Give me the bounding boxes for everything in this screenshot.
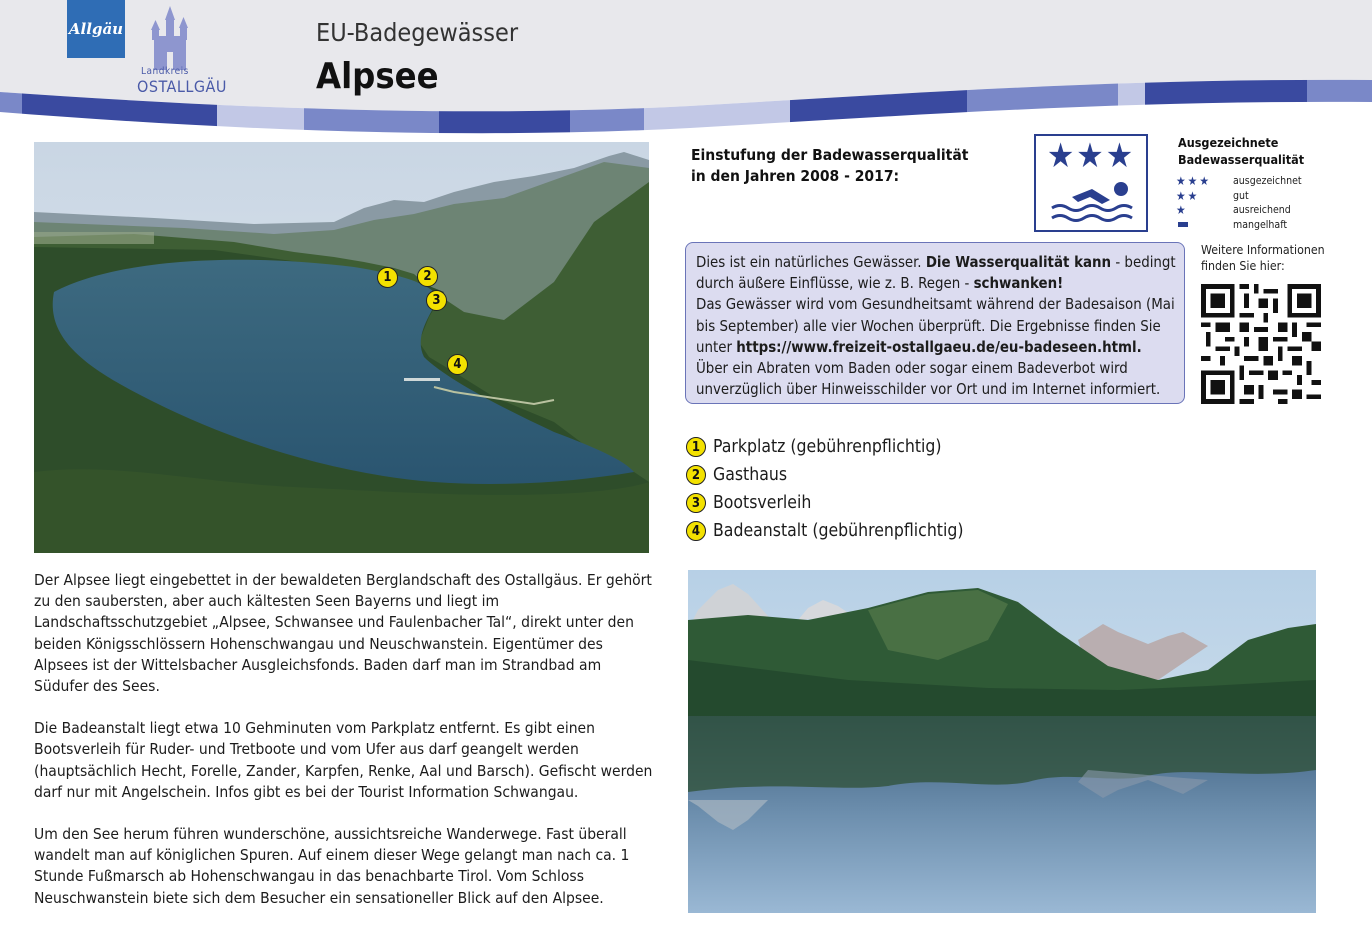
castle-icon xyxy=(148,6,192,70)
swimmer-icon xyxy=(1036,180,1146,228)
poi-number-badge: 1 xyxy=(686,437,706,457)
legend-stars-icon: ★ xyxy=(1176,203,1188,217)
quality-badge xyxy=(1034,134,1148,232)
district-label-small: Landkreis xyxy=(141,66,189,77)
lake-mountain-photo xyxy=(688,570,1316,913)
legend-stars-icon: ★★★ xyxy=(1176,174,1212,188)
map-marker-boat-rental: 3 xyxy=(426,290,447,311)
page-title: Alpsee xyxy=(316,56,439,97)
description-paragraph: Der Alpsee liegt eingebettet in der bewaldeten Berglandschaft des Ostallgäus. Er gehört zu den saubersten, aber auch kältesten Seen Bayerns und liegt im Landschaftsschutzgebiet „Alpsee, Schwansee und Faulenbacher Tal“, direkt unter den beiden Königsschlössern Hohenschwangau und Neuschwanstein. Eigentümer des Alpsees ist der Wittelsbacher Ausgleichsfonds. Baden darf man im Strandbad am Südufer des Sees. xyxy=(34,571,652,696)
description-paragraph: Um den See herum führen wunderschöne, aussichtsreiche Wanderwege. Fast überall wandelt man auf königlichen Spuren. Auf einem dieser Wege gelangt man nach ca. 1 Stunde Fußmarsch ab Hohenschwangau in das benachbarte Tirol. Vom Schloss Neuschwanstein biete sich dem Besucher ein sensationeller Blick auf den Alpsee. xyxy=(34,825,630,907)
map-marker-inn: 2 xyxy=(417,266,438,287)
poi-boat-rental: 3 Bootsverleih xyxy=(686,493,811,513)
badge-stars-icon: ★★★ xyxy=(1046,136,1136,176)
poi-bathing-area: 4 Badeanstalt (gebührenpflichtig) xyxy=(686,521,964,541)
more-info-label: Weitere Informationen finden Sie hier: xyxy=(1201,243,1325,273)
qr-code-icon[interactable] xyxy=(1200,284,1322,404)
water-quality-notice: Dies ist ein natürliches Gewässer. Die Wasserqualität kann - bedingt durch äußere Einflüsse, wie z. B. Regen - schwanken! Das Gewässer wird vom Gesundheitsamt während der Badesaison (Mai bis September) alle vier Wochen überprüft. Die Ergebnisse finden Sie unter https://www.freizeit-ostallgaeu.de/eu-badeseen.html. Über ein Abraten vom Baden oder sogar einem Badeverbot wird unverzüglich über Hinweisschilder vor Ort und im Internet informiert. xyxy=(685,242,1185,404)
map-marker-parking: 1 xyxy=(377,267,398,288)
allgaeu-logo: Allgäu xyxy=(67,0,125,58)
poi-number-badge: 2 xyxy=(686,465,706,485)
results-link[interactable]: https://www.freizeit-ostallgaeu.de/eu-badeseen.html. xyxy=(736,337,1142,356)
description-paragraph: Die Badeanstalt liegt etwa 10 Gehminuten vom Parkplatz entfernt. Es gibt einen Bootsverleih für Ruder- und Tretboote und vom Ufer aus darf geangelt werden (hauptsächlich Hecht, Forelle, Zander, Karpfen, Renke, Aal und Barsch). Gefischt werden darf nur mit Angelschein. Infos gibt es bei der Tourist Information Schwangau. xyxy=(34,719,653,801)
poi-inn: 2 Gasthaus xyxy=(686,465,787,485)
quality-heading: Einstufung der Badewasserqualität in den Jahren 2008 - 2017: xyxy=(691,146,969,185)
page-subtitle: EU-Badegewässer xyxy=(316,18,519,47)
page-header xyxy=(0,0,1372,135)
poi-number-badge: 3 xyxy=(686,493,706,513)
aerial-lake-photo xyxy=(34,142,649,553)
poi-parking: 1 Parkplatz (gebührenpflichtig) xyxy=(686,437,942,457)
legend-stars-icon: ★★ xyxy=(1176,188,1200,203)
lake-description xyxy=(34,570,654,930)
district-label-big: OSTALLGÄU xyxy=(137,77,227,96)
legend-bar-icon xyxy=(1178,222,1188,227)
rating-result: Ausgezeichnete Badewasserqualität xyxy=(1178,135,1305,167)
poi-number-badge: 4 xyxy=(686,521,706,541)
map-marker-bathing-area: 4 xyxy=(447,354,468,375)
